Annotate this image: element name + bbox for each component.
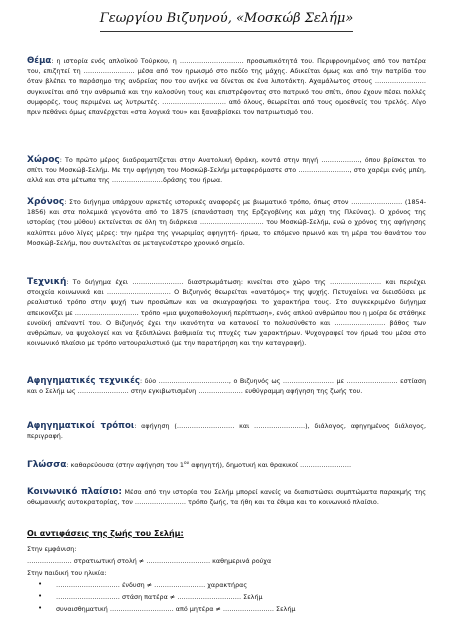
antifaseis-line-uniform: ………………… στρατιωτική στολή ≠ ………………………… καθημερινά ρούχα	[27, 557, 272, 565]
section-koinoniko	[27, 487, 426, 507]
afigimatikes-label: Αφηγηματικές τεχνικές	[27, 376, 140, 386]
page-title: Γεωργίου Βιζυηνού, «Μοσκώβ Σελήμ»	[99, 11, 354, 26]
koinoniko-text: Μέσα από την ιστορία του Σελήμ μπορεί κανείς να διαπιστώσει συμπτώματα παρακμής της οθωμανικής αυτοκρατορίας, τον …………………… τρόπο ζωής, τα ήθη και τα έθιμα και το κοινωνικό πλαίσιο.	[27, 488, 426, 507]
thema-text: : η ιστορία ενός απλοϊκού Τούρκου, η ………………………… προσωπικότητά του. Περιφρονημένος από τον πατέρα του, επιζητεί τη …………………… μέσα από τον ηρωισμό στο πεδίο της μάχης. Αδικείται όμως και από την πατρίδα του όταν βλέπει το παράσημο της ανδρείας που του ανήκε να δίνεται σε ένα λιποτάκτη. Αχαμάλωτος στους …………………… συγκινείται από την ανθρωπιά και την καλοσύνη τους και επιστρέφοντας στο πατρικό του σπίτι, όπου έχουν πέσει πολλές συμφορές, τους περιμένει ως λυτρωτές. ………………………… από όλους, θεωρείται από τους ομοεθνείς του τρελός. Λίγο πριν πεθάνει όμως επανέρχεται «στα λογικά του» και ξαναβρίσκει τον πατριωτισμό του.	[27, 57, 426, 117]
afigimatikes-text: : δύο ……………………………, ο Βιζυηνός ως …………………… με …………………… εστίαση και ο Σελήμ ως …………………… στην εγκιβωτισμένη ………………… ευθύγραμμη αφήγηση της ζωής του.	[27, 377, 426, 396]
section-tropoi	[27, 421, 426, 441]
section-glossa	[27, 460, 426, 470]
glossa-superscript: ου	[183, 460, 190, 466]
koinoniko-label: Κοινωνικό πλαίσιο:	[27, 487, 122, 497]
antifaseis-bullet-2: ………………………… στάση πατέρα ≠ ………………………… Σελήμ	[56, 593, 263, 601]
antifaseis-heading: Οι αντιφάσεις της ζωής του Σελήμ:	[27, 529, 184, 538]
title-underline	[100, 31, 353, 32]
section-chronos	[27, 197, 426, 248]
section-choros	[27, 155, 426, 186]
tropoi-label: Αφηγηματικοί τρόποι	[27, 421, 135, 431]
bullet-icon: •	[38, 604, 43, 612]
antifaseis-line-appearance: Στην εμφάνιση:	[27, 545, 77, 553]
bullet-icon: •	[38, 592, 43, 600]
glossa-text-before: : καθαρεύουσα (στην αφήγηση του 1	[66, 461, 184, 469]
choros-text: : Το πρώτο μέρος διαδραματίζεται στην Ανατολική Θράκη, κοντά στην πηγή ………………, όπου βρίσκεται το σπίτι του Μοσκώβ-Σελήμ. Με την αφήγηση του Μοσκώβ-Σελήμ μεταφερόμαστε στο ……………………, στο χαρέμι ενός μπέη, αλλά και στα μέτωπα της ……………………δράσης του ήρωα.	[27, 156, 426, 185]
glossa-text-after: αφηγητή), δημοτική και θρακικοί ……………………	[189, 461, 352, 469]
section-thema	[27, 56, 426, 117]
technikh-text: : Το διήγημα έχει …………………… διαστρωμάτωση: κινείται στο χώρο της …………………… και περιέχει στοιχεία κοινωνικά και ………………………… Ο Βιζυηνός θεωρείται «ανατόμος» της ψυχής. Πετυχαίνει να διεισδύσει με ρεαλιστικό τρόπο στην ψυχή των προσώπων και να σκιαγραφήσει το χαρακτήρα τους. Στο συγκεκριμένο διήγημα απεικονίζει με ………………………… τρόπο «μια ψυχοπαθολογική περίπτωση», ενός απλού ανθρώπου που η μοίρα δε στάθηκε ευνοϊκή απέναντί του. Ο Βιζυηνός έχει την ικανότητα να κατανοεί το πολυσύνθετο και …………………… βάθος των ανθρώπων, να ψυχολογεί και να ξεδιπλώνει βαθμιαία τις πτυχές των χαρακτήρων. Ψυχογραφεί τον ήρωά του μέσα στο κοινωνικό πλαίσιο με τρόπο νατουραλιστικό (με την παρατήρηση και την καταγραφή).	[27, 278, 426, 348]
choros-label: Χώρος	[27, 155, 60, 165]
antifaseis-bullet-1: ………………………… ένδυση ≠ …………………… χαρακτήρας	[56, 581, 248, 589]
antifaseis-line-childhood: Στην παιδική του ηλικία:	[27, 569, 107, 577]
technikh-label: Τεχνική	[27, 277, 67, 287]
thema-label: Θέμα	[27, 56, 52, 66]
section-technikh	[27, 277, 426, 348]
chronos-label: Χρόνος	[27, 197, 65, 207]
antifaseis-bullet-3: συναισθηματική ………………………… από μητέρα ≠ …………………… Σελήμ	[56, 605, 296, 613]
chronos-text: : Στο διήγημα υπάρχουν αρκετές ιστορικές αναφορές με βιωματικό τρόπο, όπως στον …………………… (1854-1856) και στα πολεμικά γεγονότα από το 1875 (επανάσταση της Ερζεγοβίνης και μάχη της Πλεύνας). Ο χρόνος της ιστορίας (του μύθου) εκτείνεται σε όλη τη διάρκεια ………………………… του Μοσκώβ-Σελήμ, ενώ ο χρόνος της αφήγησης καλύπτει μόνο λίγες μέρες: την ημέρα της γνωριμίας αφηγητή- ήρωα, το επόμενο πρωινό και τη μέρα του θανάτου του Μοσκώβ-Σελήμ, που συντελείται σε μεταγενέστερο χρονικό σημείο.	[27, 198, 426, 247]
glossa-label: Γλώσσα	[27, 460, 67, 470]
tropoi-text: : αφήγηση (……………………… και ……………………), διάλογος, αφηγημένος διάλογος, περιγραφή.	[27, 422, 426, 441]
bullet-icon: •	[38, 580, 43, 588]
section-afigimatikes	[27, 376, 426, 396]
